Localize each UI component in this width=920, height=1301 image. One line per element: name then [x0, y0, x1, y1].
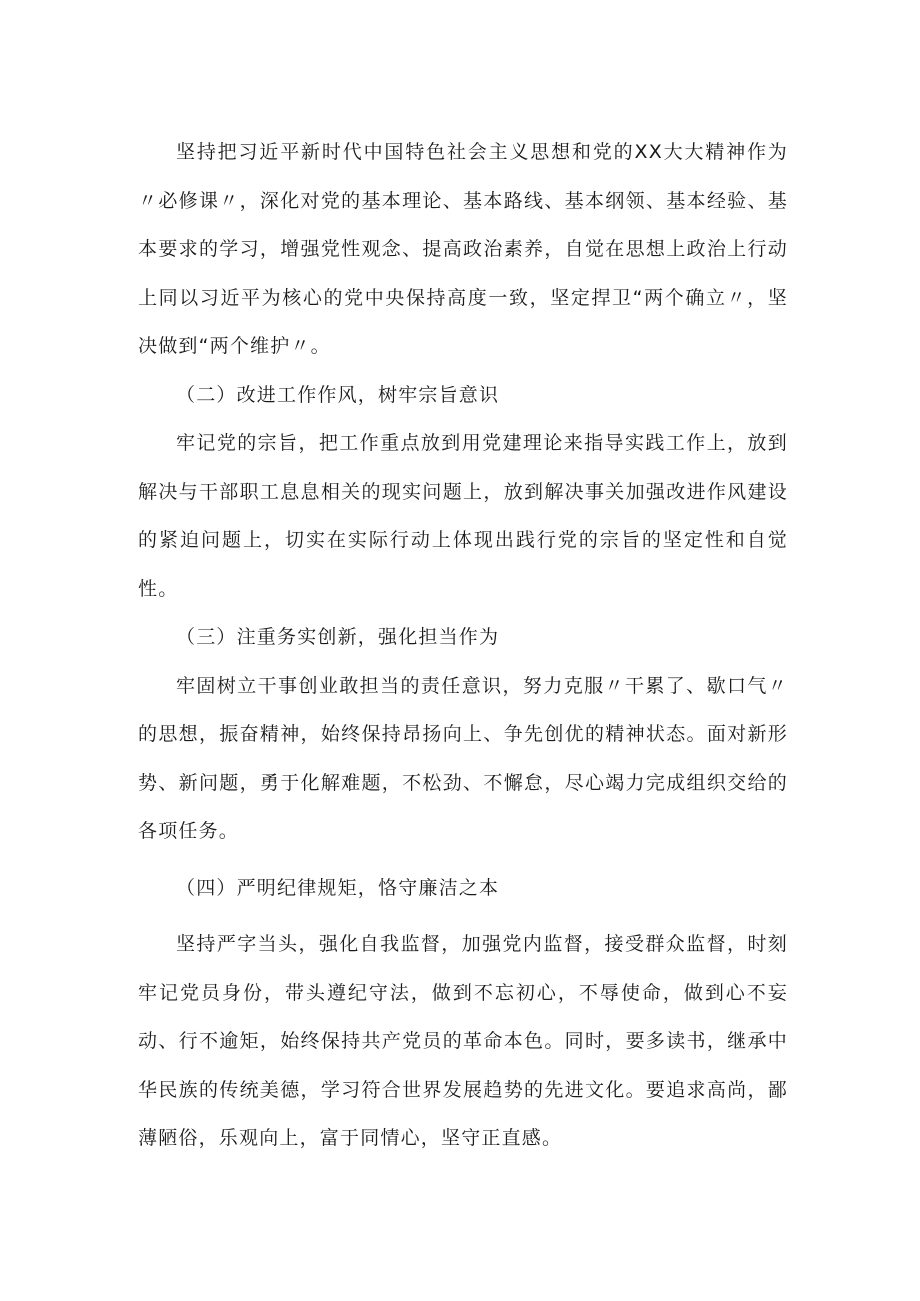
heading-discipline-integrity: （四）严明纪律规矩，恪守廉洁之本 — [176, 876, 500, 899]
paragraph-study-theory: 坚持把习近平新时代中国特色社会主义思想和党的XX大大精神作为〃必修课〃，深化对党的基本理论、基本路线、基本纲领、基本经验、基本要求的学习，增强党性观念、提高政治素养，自觉在思想上政治上行动上同以习近平为核心的党中央保持高度一致，坚定捍卫“两个确立〃，坚决做到“两个维护〃。 — [138, 141, 788, 357]
heading-improve-work-style: （二）改进工作作风，树牢宗旨意识 — [176, 383, 500, 406]
heading-practical-innovation: （三）注重务实创新，强化担当作为 — [176, 626, 500, 648]
paragraph-responsibility: 牢固树立干事创业敢担当的责任意识，努力克服〃干累了、歇口气〃的思想，振奋精神，始终保持昂扬向上、争先创优的精神状态。面对新形势、新问题，勇于化解难题，不松劲、不懈怠，尽心竭力完成组织交给的各项任务。 — [138, 674, 788, 842]
spacer — [138, 912, 788, 920]
paragraph-party-purpose: 牢记党的宗旨，把工作重点放到用党建理论来指导实践工作上，放到解决与干部职工息息相关的现实问题上，放到解决事关加强改进作风建设的紧迫问题上，切实在实际行动上体现出践行党的宗旨的坚定性和自觉性。 — [138, 432, 788, 600]
paragraph-self-supervision: 坚持严字当头，强化自我监督，加强党内监督，接受群众监督，时刻牢记党员身份，带头遵纪守法，做到不忘初心，不辱使命，做到心不妄动、行不逾矩，始终保持共产党员的革命本色。同时，要多读书，继承中华民族的传统美德，学习符合世界发展趋势的先进文化。要追求高尚，鄙薄陋俗，乐观向上，富于同情心，坚守正直感。 — [138, 933, 788, 1149]
document-body — [138, 128, 788, 1163]
spacer — [138, 856, 788, 864]
